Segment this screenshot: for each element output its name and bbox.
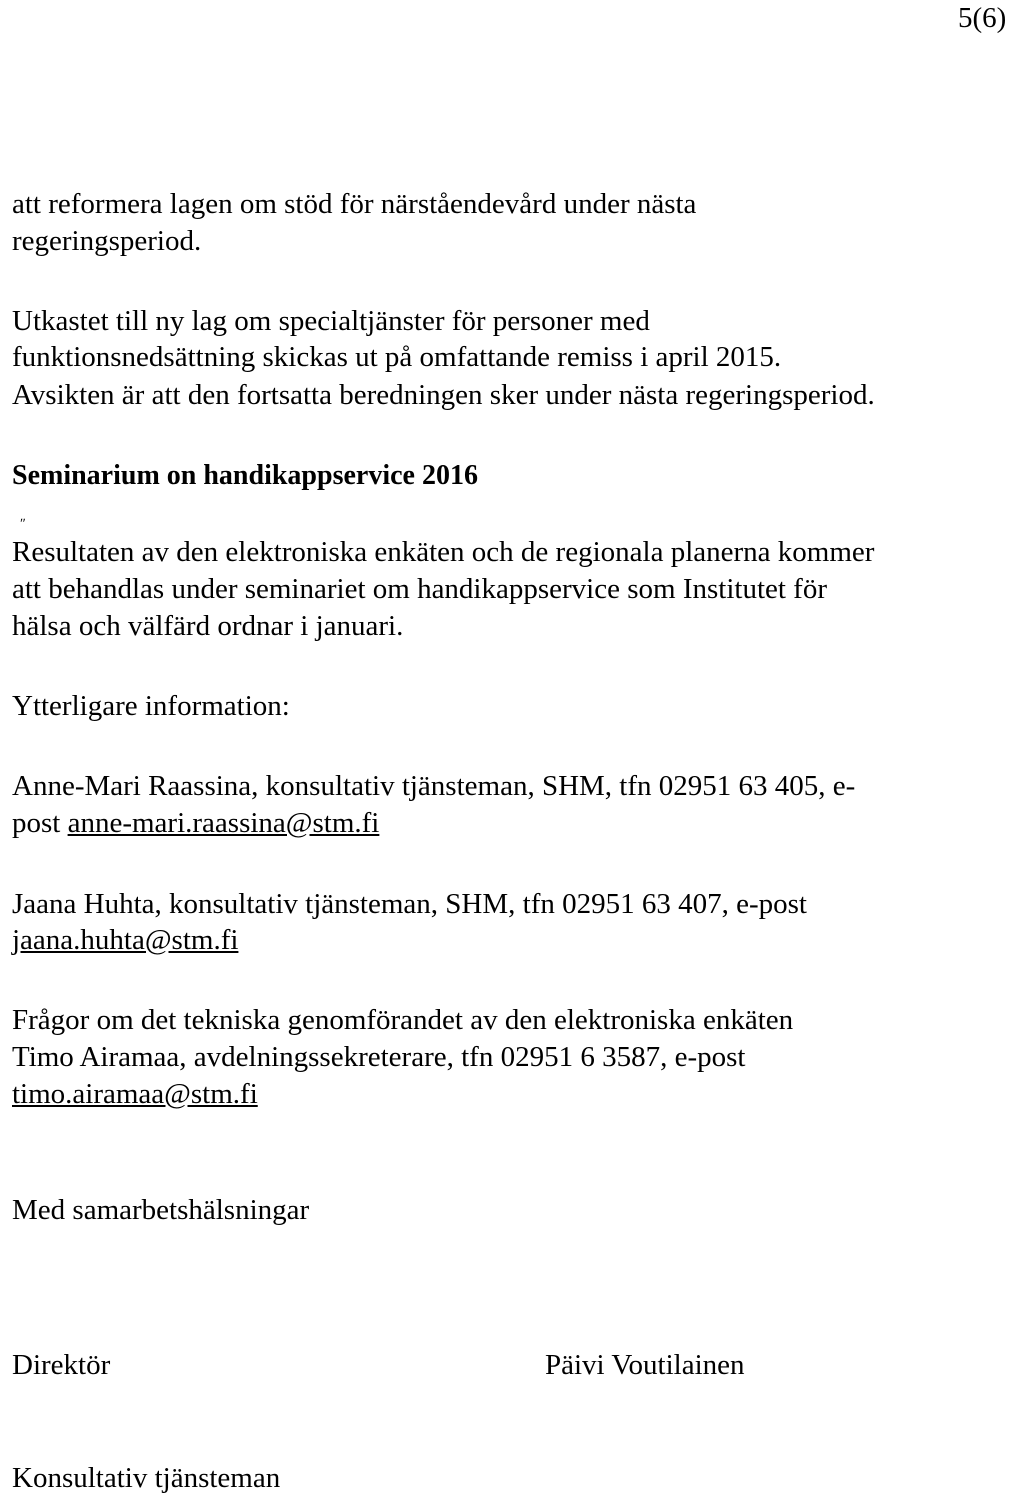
contact-1-line-1: Anne-Mari Raassina, konsultativ tjänsteman, SHM, tfn 02951 63 405, e- bbox=[12, 770, 856, 802]
section-heading: Seminarium on handikappservice 2016 bbox=[12, 460, 478, 491]
paragraph-2-line-2: funktionsnedsättning skickas ut på omfattande remiss i april 2015. bbox=[12, 341, 782, 373]
contact-2-line-1: Jaana Huhta, konsultativ tjänsteman, SHM, tfn 02951 63 407, e-post bbox=[12, 888, 807, 920]
email-link-jaana[interactable]: jaana.huhta@stm.fi bbox=[12, 924, 239, 956]
signature-bottom-title: Konsultativ tjänsteman bbox=[12, 1462, 281, 1494]
contact-3-line-2: Timo Airamaa, avdelningssekreterare, tfn 02951 6 3587, e-post bbox=[12, 1041, 746, 1073]
contact-2-line-2 bbox=[12, 926, 238, 955]
paragraph-3-line-2: att behandlas under seminariet om handikappservice som Institutet för bbox=[12, 573, 827, 605]
signature-left-title: Direktör bbox=[12, 1349, 111, 1381]
contact-1-prefix: post bbox=[12, 807, 68, 839]
paragraph-3-line-1: Resultaten av den elektroniska enkäten och de regionala planerna kommer bbox=[12, 536, 875, 568]
contact-3-line-3 bbox=[12, 1080, 258, 1109]
paragraph-2-line-3: Avsikten är att den fortsatta beredningen sker under nästa regeringsperiod. bbox=[12, 379, 875, 411]
paragraph-1-line-1: att reformera lagen om stöd för närståendevård under nästa bbox=[12, 188, 697, 220]
page-number: 5(6) bbox=[958, 2, 1007, 34]
closing: Med samarbetshälsningar bbox=[12, 1194, 310, 1226]
paragraph-2-line-1: Utkastet till ny lag om specialtjänster för personer med bbox=[12, 305, 650, 337]
info-label: Ytterligare information: bbox=[12, 690, 290, 722]
signature-right-name: Päivi Voutilainen bbox=[545, 1349, 745, 1381]
email-link-anne-mari[interactable]: anne-mari.raassina@stm.fi bbox=[67, 807, 380, 839]
paragraph-1-line-2: regeringsperiod. bbox=[12, 225, 202, 257]
paragraph-3-line-3: hälsa och välfärd ordnar i januari. bbox=[12, 610, 404, 642]
contact-1-line-2 bbox=[12, 809, 379, 838]
stray-mark: ʺ bbox=[20, 517, 26, 532]
email-link-timo[interactable]: timo.airamaa@stm.fi bbox=[12, 1078, 258, 1110]
contact-3-line-1: Frågor om det tekniska genomförandet av den elektroniska enkäten bbox=[12, 1004, 794, 1036]
